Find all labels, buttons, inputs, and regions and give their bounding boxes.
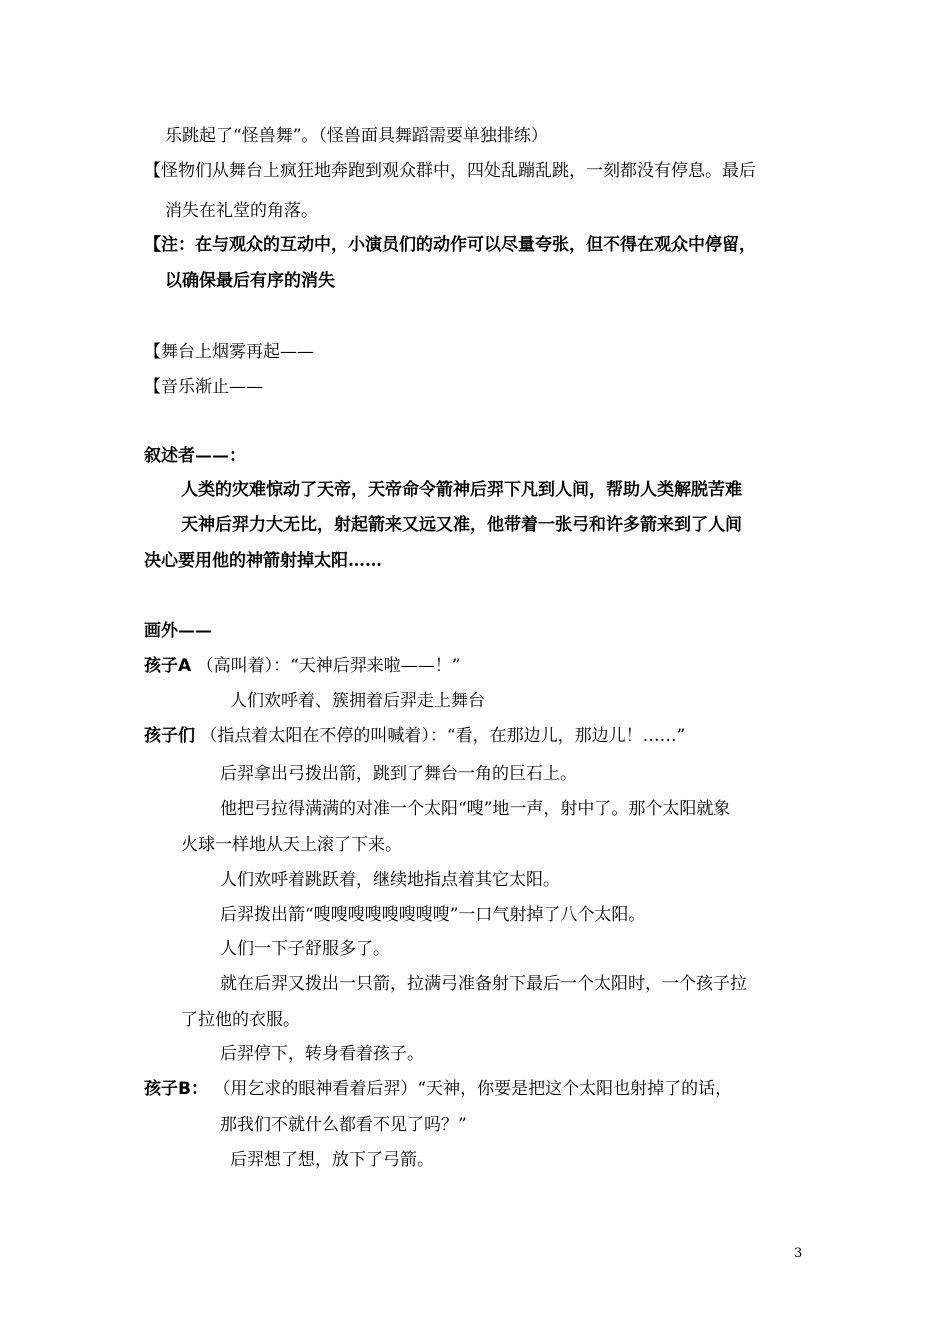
- stage-direction: 人们一下子舒服多了。: [220, 939, 390, 959]
- dialogue-text: （高叫着）：“天神后羿来啦——！”: [196, 656, 461, 676]
- stage-direction: 【音乐渐止——: [144, 377, 263, 397]
- dialogue-text: （用乞求的眼神看着后羿）“天神，你要是把这个太阳也射掉了的话，: [213, 1079, 733, 1099]
- dialogue-line: [144, 1078, 732, 1100]
- stage-direction: 后羿想了想，放下了弓箭。: [230, 1150, 434, 1170]
- speaker-narrator: 叙述者——：: [144, 446, 246, 466]
- script-line: 乐跳起了“怪兽舞”。（怪兽面具舞蹈需要单独排练）: [165, 126, 548, 146]
- speaker-name: 孩子B：: [144, 1079, 208, 1099]
- dialogue-text: （指点着太阳在不停的叫喊着）：“看，在那边儿，那边儿！……”: [200, 726, 686, 746]
- dialogue-line: 那我们不就什么都看不见了吗？”: [220, 1115, 467, 1135]
- stage-direction: 消失在礼堂的角落。: [165, 201, 318, 221]
- narration: 人类的灾难惊动了天帝，天帝命令箭神后羿下凡到人间，帮助人类解脱苦难: [181, 480, 742, 500]
- note: 【注：在与观众的互动中，小演员们的动作可以尽量夸张，但不得在观众中停留，: [144, 235, 756, 255]
- stage-direction: 火球一样地从天上滚了下来。: [181, 835, 402, 855]
- stage-direction: 了拉他的衣服。: [181, 1010, 300, 1030]
- note: 以确保最后有序的消失: [165, 271, 335, 291]
- speaker-name: 孩子A: [144, 656, 192, 676]
- stage-direction: 他把弓拉得满满的对准一个太阳“嗖”地一声，射中了。那个太阳就象: [220, 799, 731, 819]
- speaker-name: 孩子们: [144, 726, 195, 746]
- stage-direction: 人们欢呼着跳跃着，继续地指点着其它太阳。: [220, 870, 560, 890]
- page-number: 3: [794, 1246, 803, 1261]
- stage-direction: 人们欢呼着、簇拥着后羿走上舞台: [230, 691, 485, 711]
- stage-direction: 【怪物们从舞台上疯狂地奔跑到观众群中，四处乱蹦乱跳，一刻都没有停息。最后: [144, 161, 756, 181]
- stage-direction: 后羿拨出箭“嗖嗖嗖嗖嗖嗖嗖嗖”一口气射掉了八个太阳。: [220, 905, 646, 925]
- stage-direction: 后羿停下，转身看着孩子。: [220, 1044, 424, 1064]
- narration: 决心要用他的神箭射掉太阳……: [144, 551, 382, 571]
- stage-direction: 后羿拿出弓拨出箭，跳到了舞台一角的巨石上。: [220, 764, 577, 784]
- dialogue-line: [144, 655, 460, 677]
- offscreen-label: 画外——: [144, 621, 212, 641]
- stage-direction: 【舞台上烟雾再起——: [144, 342, 314, 362]
- narration: 天神后羿力大无比，射起箭来又远又准，他带着一张弓和许多箭来到了人间: [181, 515, 742, 535]
- stage-direction: 就在后羿又拨出一只箭，拉满弓准备射下最后一个太阳时，一个孩子拉: [220, 974, 747, 994]
- dialogue-line: [144, 725, 685, 747]
